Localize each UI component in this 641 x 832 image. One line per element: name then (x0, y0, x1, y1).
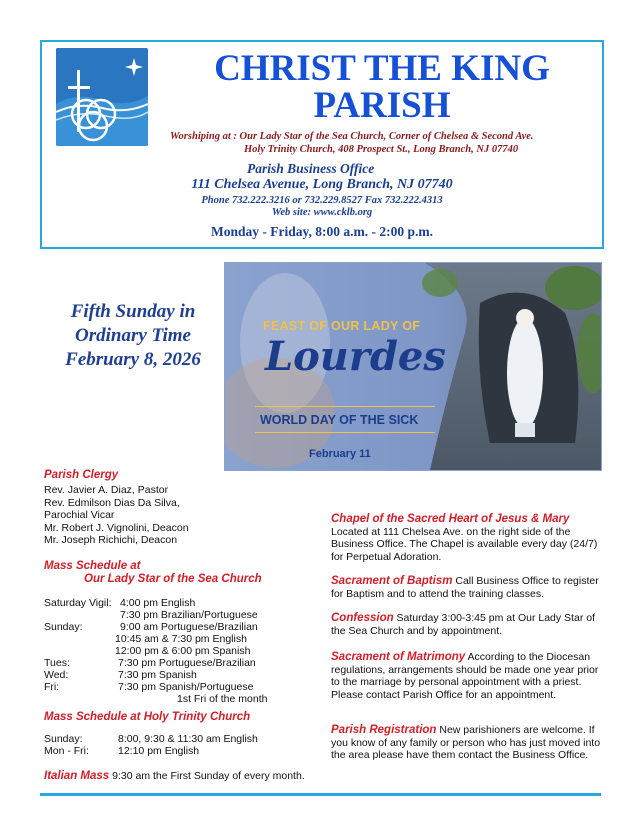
italian-mass-text: 9:30 am the First Sunday of every month. (109, 770, 305, 782)
parish-title-line2: PARISH (313, 85, 451, 126)
baptism-text: Call Business Office to register for Baptism and to attend the training classes. (331, 575, 599, 600)
worship-line1: Worshiping at : Our Lady Star of the Sea Church, Corner of Chelsea & Second Ave. (170, 131, 534, 142)
feast-top-text: FEAST OF OUR LADY OF (263, 319, 421, 333)
schedule-day: Mon - Fri: (44, 745, 89, 757)
worship-locations (170, 130, 534, 156)
worship-line2: Holy Trinity Church, 408 Prospect St., Long Branch, NJ 07740 (244, 144, 519, 155)
clergy-vicar: Rev. Edmilson Dias Da Silva, (44, 496, 180, 509)
clergy-pastor: Rev. Javier A. Diaz, Pastor (44, 484, 169, 496)
chapel-section (331, 513, 603, 563)
schedule-time: 12:10 pm English (118, 745, 200, 757)
office-contact (162, 195, 482, 219)
schedule-day: Wed: (44, 669, 69, 681)
schedule-time: 7:30 pm Spanish (118, 669, 197, 681)
bottom-rule (40, 793, 601, 796)
clergy-vicar-title: Parochial Vicar (44, 509, 115, 521)
schedule-time: 7:30 pm Brazilian/Portuguese (120, 609, 258, 621)
registration-text: New parishioners are welcome. If you know of any family or person who has just moved into the area please have them contact the Business Office. (331, 724, 601, 761)
baptism-section (331, 575, 603, 600)
clergy-deacon-2: Mr. Joseph Richichi, Deacon (44, 534, 178, 546)
liturgical-date (38, 300, 228, 372)
schedule-time: 4:00 pm English (120, 597, 196, 609)
parish-title (182, 50, 582, 124)
schedule-day: Saturday Vigil: (44, 597, 112, 609)
feast-divider (255, 406, 435, 407)
confession-section (331, 612, 603, 637)
matrimony-section (331, 651, 603, 701)
schedule-day: Tues: (44, 657, 70, 669)
parish-logo (56, 48, 148, 146)
matrimony-text: According to the Diocesan regulations, arrangements should be made one year prior to the marriage by personal appointment with a priest. Please contact Parish Office for an appointment. (331, 651, 599, 701)
liturgical-date-line3: February 8, 2026 (65, 349, 201, 370)
confession-heading: Confession (331, 612, 394, 624)
schedule-time: 7:30 pm Spanish/Portuguese (118, 681, 254, 693)
italian-mass (44, 770, 305, 783)
schedule-day: Sunday: (44, 733, 83, 745)
office-phone: Phone 732.222.3216 or 732.229.8527 Fax 732.222.4313 (201, 195, 443, 206)
confession-text: Saturday 3:00-3:45 pm at Our Lady Star of the Sea Church and by appointment. (331, 612, 595, 637)
mass-trinity-heading: Mass Schedule at Holy Trinity Church (44, 711, 251, 723)
chapel-heading: Chapel of the Sacred Heart of Jesus & Mary (331, 513, 570, 525)
schedule-time: 12:00 pm & 6:00 pm Spanish (115, 645, 251, 657)
mass-trinity-schedule (44, 733, 314, 759)
clergy-heading: Parish Clergy (44, 469, 119, 481)
feast-divider-2 (255, 432, 435, 433)
feast-date: February 11 (309, 448, 371, 460)
liturgical-date-line2: Ordinary Time (75, 325, 191, 346)
mass-star-heading: Mass Schedule at (44, 560, 141, 572)
registration-heading: Parish Registration (331, 724, 437, 736)
office-title: Parish Business Office (247, 161, 375, 176)
office-address: 111 Chelsea Avenue, Long Branch, NJ 07740 (191, 177, 453, 192)
office-hours: Monday - Friday, 8:00 a.m. - 2:00 p.m. (211, 224, 433, 239)
schedule-time: 1st Fri of the month (177, 693, 268, 705)
mass-star-schedule (44, 597, 314, 705)
office-website: Web site: www.cklb.org (271, 207, 373, 218)
schedule-day: Fri: (44, 681, 60, 693)
liturgical-date-line1: Fifth Sunday in (70, 301, 196, 322)
matrimony-heading: Sacrament of Matrimony (331, 651, 466, 663)
cross-waves-icon (56, 48, 148, 146)
clergy-deacon-1: Mr. Robert J. Vignolini, Deacon (44, 521, 189, 534)
mass-star-church: Our Lady Star of the Sea Church (84, 573, 262, 585)
baptism-heading: Sacrament of Baptism (331, 575, 453, 587)
clergy-list (44, 484, 189, 547)
masthead (40, 40, 604, 249)
schedule-time: 10:45 am & 7:30 pm English (115, 633, 247, 645)
registration-section (331, 724, 603, 762)
feast-main-text: Lourdes (265, 333, 446, 380)
schedule-time: 8:00, 9:30 & 11:30 am English (118, 733, 258, 745)
parish-title-line1: CHRIST THE KING (214, 48, 550, 89)
schedule-day: Sunday: (44, 621, 83, 633)
feast-subtitle: WORLD DAY OF THE SICK (260, 413, 419, 427)
schedule-time: 9:00 am Portuguese/Brazilian (120, 621, 258, 633)
feast-banner (224, 262, 602, 471)
italian-mass-heading: Italian Mass (44, 770, 110, 782)
schedule-time: 7:30 pm Portuguese/Brazilian (118, 657, 256, 669)
chapel-text: Located at 111 Chelsea Ave. on the right side of the Business Office. The Chapel is available every day (24/7) for Perpetual Adoration. (331, 525, 598, 563)
